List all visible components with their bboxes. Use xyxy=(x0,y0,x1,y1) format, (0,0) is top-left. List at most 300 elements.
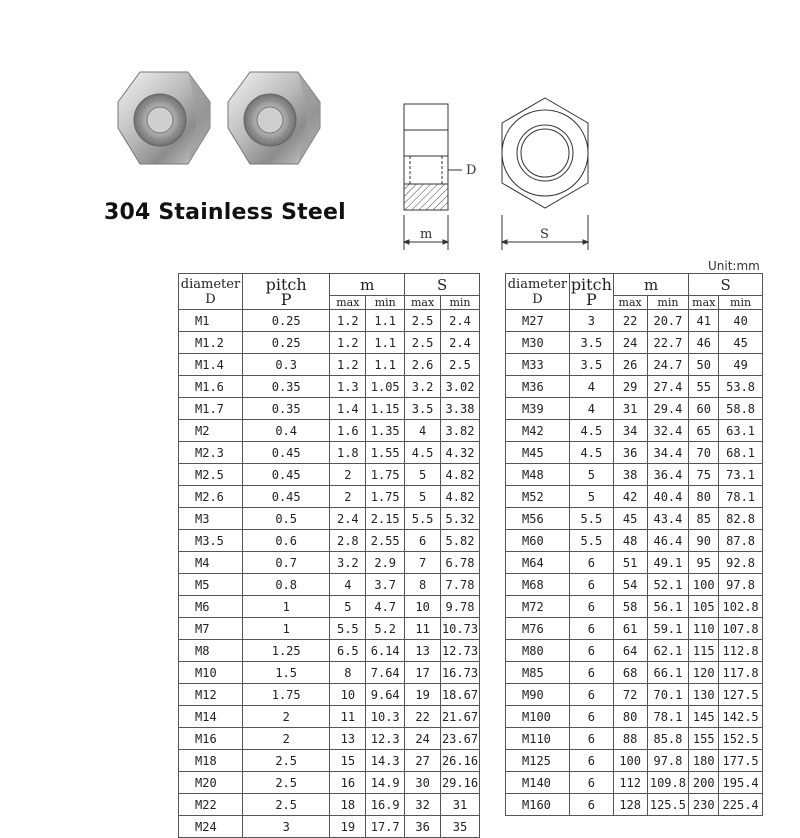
table-cell: 2.5 xyxy=(441,354,480,376)
table-cell: 230 xyxy=(689,794,719,816)
table-cell: 54 xyxy=(613,574,647,596)
table-row xyxy=(506,706,763,728)
spec-table-left-body xyxy=(179,310,480,838)
table-row xyxy=(179,552,480,574)
table-cell: M72 xyxy=(506,596,570,618)
table-cell: 130 xyxy=(689,684,719,706)
table-cell: M1.7 xyxy=(179,398,243,420)
spec-table-right-body xyxy=(506,310,763,816)
table-cell: 105 xyxy=(689,596,719,618)
table-cell: 2.9 xyxy=(366,552,405,574)
header-diameter: diameter D xyxy=(506,274,570,310)
table-cell: M85 xyxy=(506,662,570,684)
table-cell: 49 xyxy=(719,354,763,376)
table-cell: 0.45 xyxy=(242,464,329,486)
table-cell: 29 xyxy=(613,376,647,398)
table-cell: 1.75 xyxy=(366,486,405,508)
table-cell: 125.5 xyxy=(647,794,689,816)
table-cell: 5.32 xyxy=(441,508,480,530)
table-cell: 4.7 xyxy=(366,596,405,618)
table-cell: 112 xyxy=(613,772,647,794)
table-cell: 85.8 xyxy=(647,728,689,750)
table-cell: 55 xyxy=(689,376,719,398)
table-cell: 10.3 xyxy=(366,706,405,728)
table-cell: 16 xyxy=(330,772,366,794)
table-cell: M76 xyxy=(506,618,570,640)
table-cell: 5.5 xyxy=(569,530,613,552)
table-cell: 2 xyxy=(330,464,366,486)
table-row xyxy=(506,486,763,508)
table-cell: 45 xyxy=(719,332,763,354)
table-cell: 9.64 xyxy=(366,684,405,706)
table-cell: M7 xyxy=(179,618,243,640)
header-m: m xyxy=(613,274,689,296)
table-cell: 5 xyxy=(569,464,613,486)
table-row xyxy=(179,442,480,464)
table-cell: 85 xyxy=(689,508,719,530)
table-cell: M30 xyxy=(506,332,570,354)
table-cell: 27.4 xyxy=(647,376,689,398)
table-cell: M160 xyxy=(506,794,570,816)
table-cell: 21.67 xyxy=(441,706,480,728)
table-cell: 5 xyxy=(569,486,613,508)
drawing-label-d: D xyxy=(466,163,477,178)
table-cell: 46.4 xyxy=(647,530,689,552)
table-cell: 4 xyxy=(330,574,366,596)
table-cell: M90 xyxy=(506,684,570,706)
table-cell: 3 xyxy=(569,310,613,332)
table-cell: 6 xyxy=(569,772,613,794)
table-row xyxy=(506,750,763,772)
table-cell: 1.75 xyxy=(366,464,405,486)
table-row xyxy=(179,794,480,816)
table-cell: M45 xyxy=(506,442,570,464)
table-cell: M16 xyxy=(179,728,243,750)
table-cell: M56 xyxy=(506,508,570,530)
table-cell: 58 xyxy=(613,596,647,618)
table-cell: M39 xyxy=(506,398,570,420)
table-cell: 87.8 xyxy=(719,530,763,552)
side-view xyxy=(404,104,462,250)
table-cell: M80 xyxy=(506,640,570,662)
table-cell: M1.6 xyxy=(179,376,243,398)
table-cell: 145 xyxy=(689,706,719,728)
table-cell: 6.5 xyxy=(330,640,366,662)
table-cell: 1.15 xyxy=(366,398,405,420)
table-cell: 1.2 xyxy=(330,354,366,376)
table-cell: M36 xyxy=(506,376,570,398)
table-cell: 36 xyxy=(613,442,647,464)
table-cell: 60 xyxy=(689,398,719,420)
table-cell: 42 xyxy=(613,486,647,508)
table-cell: 92.8 xyxy=(719,552,763,574)
table-cell: 0.35 xyxy=(242,376,329,398)
table-cell: 7.78 xyxy=(441,574,480,596)
table-row xyxy=(179,772,480,794)
table-row xyxy=(179,398,480,420)
table-cell: M3 xyxy=(179,508,243,530)
table-cell: 2.15 xyxy=(366,508,405,530)
table-row xyxy=(179,508,480,530)
table-cell: 4.5 xyxy=(405,442,441,464)
table-cell: 3.5 xyxy=(405,398,441,420)
table-cell: 29.4 xyxy=(647,398,689,420)
hex-nuts-photo xyxy=(110,66,335,178)
table-cell: 0.4 xyxy=(242,420,329,442)
table-cell: 0.25 xyxy=(242,310,329,332)
table-cell: 32 xyxy=(405,794,441,816)
table-cell: 72 xyxy=(613,684,647,706)
table-cell: 0.8 xyxy=(242,574,329,596)
table-cell: 53.8 xyxy=(719,376,763,398)
table-cell: 5.5 xyxy=(330,618,366,640)
table-cell: 4 xyxy=(405,420,441,442)
table-cell: 1.05 xyxy=(366,376,405,398)
table-cell: 2.4 xyxy=(441,332,480,354)
table-cell: 1.4 xyxy=(330,398,366,420)
table-cell: 1.3 xyxy=(330,376,366,398)
table-cell: 1 xyxy=(242,596,329,618)
table-cell: 0.25 xyxy=(242,332,329,354)
table-cell: 31 xyxy=(613,398,647,420)
table-row xyxy=(506,376,763,398)
table-cell: 102.8 xyxy=(719,596,763,618)
table-row xyxy=(179,332,480,354)
table-cell: M52 xyxy=(506,486,570,508)
table-cell: 128 xyxy=(613,794,647,816)
table-cell: 5 xyxy=(405,486,441,508)
table-cell: 40 xyxy=(719,310,763,332)
table-cell: 127.5 xyxy=(719,684,763,706)
table-row xyxy=(179,640,480,662)
table-cell: M10 xyxy=(179,662,243,684)
table-cell: 30 xyxy=(405,772,441,794)
header-min: min xyxy=(719,296,763,310)
table-cell: 6 xyxy=(569,728,613,750)
table-cell: 20.7 xyxy=(647,310,689,332)
table-row xyxy=(179,310,480,332)
table-cell: 155 xyxy=(689,728,719,750)
table-cell: 3.2 xyxy=(405,376,441,398)
table-cell: 40.4 xyxy=(647,486,689,508)
table-cell: 2.6 xyxy=(405,354,441,376)
table-cell: 7.64 xyxy=(366,662,405,684)
table-cell: 109.8 xyxy=(647,772,689,794)
table-cell: 78.1 xyxy=(647,706,689,728)
table-cell: 26.16 xyxy=(441,750,480,772)
table-cell: M1.4 xyxy=(179,354,243,376)
table-cell: 200 xyxy=(689,772,719,794)
table-row xyxy=(179,750,480,772)
table-row xyxy=(179,420,480,442)
table-row xyxy=(179,706,480,728)
table-row xyxy=(506,552,763,574)
table-cell: 6 xyxy=(569,596,613,618)
table-cell: 38 xyxy=(613,464,647,486)
table-cell: 5.5 xyxy=(405,508,441,530)
table-cell: 117.8 xyxy=(719,662,763,684)
header-s: S xyxy=(405,274,480,296)
table-cell: 1.8 xyxy=(330,442,366,464)
table-cell: M140 xyxy=(506,772,570,794)
table-cell: 6 xyxy=(569,684,613,706)
table-cell: 4.5 xyxy=(569,420,613,442)
spec-table-right xyxy=(505,273,763,816)
table-cell: 1.25 xyxy=(242,640,329,662)
table-cell: 78.1 xyxy=(719,486,763,508)
table-cell: 16.73 xyxy=(441,662,480,684)
table-cell: 1.75 xyxy=(242,684,329,706)
table-cell: M18 xyxy=(179,750,243,772)
table-cell: 11 xyxy=(330,706,366,728)
table-cell: 0.3 xyxy=(242,354,329,376)
table-cell: 1.1 xyxy=(366,332,405,354)
table-row xyxy=(179,684,480,706)
table-cell: 2.55 xyxy=(366,530,405,552)
table-row xyxy=(506,464,763,486)
table-cell: 107.8 xyxy=(719,618,763,640)
header-max: max xyxy=(613,296,647,310)
table-cell: 24 xyxy=(613,332,647,354)
table-row xyxy=(179,486,480,508)
table-row xyxy=(179,816,480,838)
table-cell: 29.16 xyxy=(441,772,480,794)
table-cell: 8 xyxy=(405,574,441,596)
table-cell: 5.5 xyxy=(569,508,613,530)
table-row xyxy=(179,354,480,376)
table-cell: 6 xyxy=(569,750,613,772)
table-cell: 5.2 xyxy=(366,618,405,640)
header-max: max xyxy=(689,296,719,310)
table-cell: M20 xyxy=(179,772,243,794)
table-cell: 0.45 xyxy=(242,486,329,508)
table-cell: 36.4 xyxy=(647,464,689,486)
table-cell: 100 xyxy=(689,574,719,596)
table-cell: 7 xyxy=(405,552,441,574)
table-cell: 49.1 xyxy=(647,552,689,574)
table-cell: 1.6 xyxy=(330,420,366,442)
table-cell: 16.9 xyxy=(366,794,405,816)
table-cell: 6 xyxy=(569,618,613,640)
table-row xyxy=(506,332,763,354)
table-cell: 6 xyxy=(569,794,613,816)
table-row xyxy=(179,728,480,750)
table-cell: M33 xyxy=(506,354,570,376)
table-cell: M1.2 xyxy=(179,332,243,354)
table-row xyxy=(506,684,763,706)
table-cell: M60 xyxy=(506,530,570,552)
table-row xyxy=(506,618,763,640)
table-cell: 35 xyxy=(441,816,480,838)
table-cell: 8 xyxy=(330,662,366,684)
table-cell: M125 xyxy=(506,750,570,772)
hex-nut-right xyxy=(228,72,320,164)
table-cell: 17 xyxy=(405,662,441,684)
table-cell: 15 xyxy=(330,750,366,772)
table-cell: 66.1 xyxy=(647,662,689,684)
table-cell: 12.3 xyxy=(366,728,405,750)
table-cell: 0.5 xyxy=(242,508,329,530)
table-cell: 2 xyxy=(242,706,329,728)
table-cell: 1.55 xyxy=(366,442,405,464)
table-row xyxy=(179,662,480,684)
table-cell: 0.7 xyxy=(242,552,329,574)
table-cell: M110 xyxy=(506,728,570,750)
table-cell: 19 xyxy=(330,816,366,838)
table-cell: 59.1 xyxy=(647,618,689,640)
header-min: min xyxy=(647,296,689,310)
table-cell: 70.1 xyxy=(647,684,689,706)
table-cell: 5 xyxy=(405,464,441,486)
table-cell: 48 xyxy=(613,530,647,552)
table-row xyxy=(506,420,763,442)
table-cell: 31 xyxy=(441,794,480,816)
table-row xyxy=(506,508,763,530)
table-cell: M8 xyxy=(179,640,243,662)
table-cell: 43.4 xyxy=(647,508,689,530)
table-row xyxy=(506,794,763,816)
table-cell: 0.6 xyxy=(242,530,329,552)
table-cell: M2.6 xyxy=(179,486,243,508)
header-diameter: diameter D xyxy=(179,274,243,310)
table-cell: 1.2 xyxy=(330,332,366,354)
table-cell: 11 xyxy=(405,618,441,640)
table-cell: M24 xyxy=(179,816,243,838)
table-cell: 56.1 xyxy=(647,596,689,618)
table-cell: 52.1 xyxy=(647,574,689,596)
table-cell: 6.78 xyxy=(441,552,480,574)
table-cell: 3.7 xyxy=(366,574,405,596)
product-title: 304 Stainless Steel xyxy=(104,200,346,225)
table-cell: 27 xyxy=(405,750,441,772)
table-cell: 51 xyxy=(613,552,647,574)
table-cell: 3.2 xyxy=(330,552,366,574)
table-cell: 95 xyxy=(689,552,719,574)
table-cell: 61 xyxy=(613,618,647,640)
table-cell: 97.8 xyxy=(719,574,763,596)
table-cell: 6 xyxy=(569,574,613,596)
table-cell: 4 xyxy=(569,398,613,420)
table-cell: 5.82 xyxy=(441,530,480,552)
table-cell: 9.78 xyxy=(441,596,480,618)
header-pitch: pitch P xyxy=(570,274,612,309)
table-cell: 4.5 xyxy=(569,442,613,464)
table-cell: 73.1 xyxy=(719,464,763,486)
table-cell: 3.38 xyxy=(441,398,480,420)
table-cell: 2.5 xyxy=(405,310,441,332)
table-cell: 195.4 xyxy=(719,772,763,794)
table-cell: 4 xyxy=(569,376,613,398)
table-cell: 1.1 xyxy=(366,310,405,332)
table-row xyxy=(506,530,763,552)
table-cell: 14.9 xyxy=(366,772,405,794)
table-cell: 2.5 xyxy=(242,794,329,816)
drawing-label-s: S xyxy=(540,227,549,242)
table-cell: M5 xyxy=(179,574,243,596)
table-cell: 1.1 xyxy=(366,354,405,376)
table-cell: 152.5 xyxy=(719,728,763,750)
table-cell: 6.14 xyxy=(366,640,405,662)
table-cell: 177.5 xyxy=(719,750,763,772)
header-max: max xyxy=(330,296,366,310)
table-cell: 36 xyxy=(405,816,441,838)
hex-nut-left xyxy=(118,72,210,164)
table-cell: 24 xyxy=(405,728,441,750)
table-cell: 13 xyxy=(405,640,441,662)
table-cell: 112.8 xyxy=(719,640,763,662)
table-cell: 26 xyxy=(613,354,647,376)
table-cell: 34 xyxy=(613,420,647,442)
table-row xyxy=(506,640,763,662)
table-cell: M68 xyxy=(506,574,570,596)
table-row xyxy=(179,530,480,552)
table-cell: 64 xyxy=(613,640,647,662)
table-cell: 10.73 xyxy=(441,618,480,640)
table-row xyxy=(506,574,763,596)
table-cell: 2.4 xyxy=(330,508,366,530)
table-row xyxy=(506,398,763,420)
table-cell: 75 xyxy=(689,464,719,486)
table-cell: 45 xyxy=(613,508,647,530)
table-row xyxy=(179,464,480,486)
table-cell: 34.4 xyxy=(647,442,689,464)
table-cell: M2 xyxy=(179,420,243,442)
table-cell: 6 xyxy=(569,662,613,684)
table-cell: 180 xyxy=(689,750,719,772)
table-cell: 3 xyxy=(242,816,329,838)
table-cell: 6 xyxy=(569,640,613,662)
table-cell: M1 xyxy=(179,310,243,332)
table-cell: M2.3 xyxy=(179,442,243,464)
table-cell: 68.1 xyxy=(719,442,763,464)
table-cell: M12 xyxy=(179,684,243,706)
table-cell: 22 xyxy=(405,706,441,728)
table-cell: 142.5 xyxy=(719,706,763,728)
table-cell: 6 xyxy=(569,552,613,574)
table-row xyxy=(506,772,763,794)
table-cell: 82.8 xyxy=(719,508,763,530)
table-cell: 22.7 xyxy=(647,332,689,354)
header-m: m xyxy=(330,274,405,296)
table-row xyxy=(506,728,763,750)
table-cell: 110 xyxy=(689,618,719,640)
table-cell: M2.5 xyxy=(179,464,243,486)
table-cell: M6 xyxy=(179,596,243,618)
table-cell: 4.32 xyxy=(441,442,480,464)
table-cell: 2.5 xyxy=(242,772,329,794)
table-cell: 80 xyxy=(689,486,719,508)
unit-label: Unit:mm xyxy=(708,259,760,273)
table-cell: M22 xyxy=(179,794,243,816)
hex-nut-technical-drawing xyxy=(390,90,605,255)
table-cell: 58.8 xyxy=(719,398,763,420)
table-cell: 68 xyxy=(613,662,647,684)
table-cell: 13 xyxy=(330,728,366,750)
table-cell: 32.4 xyxy=(647,420,689,442)
table-cell: 1 xyxy=(242,618,329,640)
table-cell: 100 xyxy=(613,750,647,772)
table-row xyxy=(179,618,480,640)
table-cell: 50 xyxy=(689,354,719,376)
table-cell: 2.4 xyxy=(441,310,480,332)
table-cell: 63.1 xyxy=(719,420,763,442)
table-row xyxy=(506,354,763,376)
header-max: max xyxy=(405,296,441,310)
table-cell: 2 xyxy=(330,486,366,508)
spec-table-left xyxy=(178,273,480,838)
table-cell: 46 xyxy=(689,332,719,354)
table-cell: 225.4 xyxy=(719,794,763,816)
